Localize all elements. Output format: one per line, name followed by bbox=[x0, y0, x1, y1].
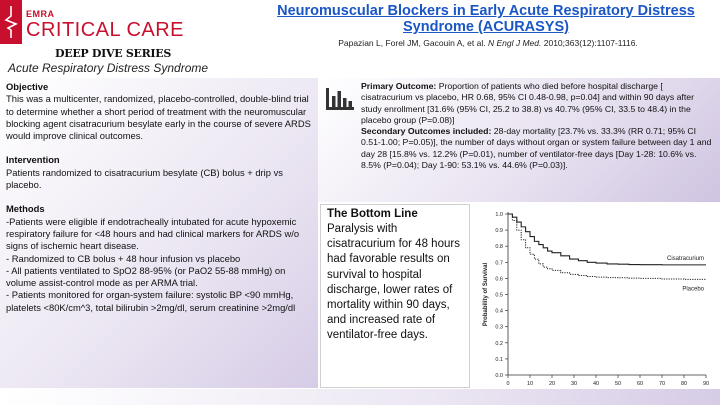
bottom-line-text: Paralysis with cisatracurium for 48 hours had favorable results on survival to hospital discharge, lower rates of mortality within 90 days, and increased rate of ventilator-free days. bbox=[327, 223, 460, 342]
y-tick-label: 0.0 bbox=[495, 373, 503, 379]
secondary-outcome-text: 28-day mortality [23.7% vs. 33.3% (RR 0.71; 95% CI 0.51-1.00; P=0.05)], the number of days without organ or system failure between day 1 and day 28 [15.8% vs. 12.2% (P=0.01), number of ventilator-free days [Day 1-28: 10.6% vs. 8.5% (P=0.04); Day 1-90: 53.1% vs. 44.6% (P=0.03)]. bbox=[361, 126, 712, 171]
y-tick-label: 1.0 bbox=[495, 212, 503, 218]
x-tick-label: 40 bbox=[592, 381, 600, 387]
logo-product: CRITICAL CARE bbox=[26, 19, 185, 41]
x-tick-label: 80 bbox=[680, 381, 688, 387]
x-tick-label: 10 bbox=[526, 381, 534, 387]
x-tick-label: 30 bbox=[570, 381, 578, 387]
title-line-1: Neuromuscular Blockers in Early Acute Respiratory Distress bbox=[277, 3, 695, 19]
x-tick-label: 60 bbox=[636, 381, 644, 387]
y-tick-label: 0.6 bbox=[495, 276, 503, 283]
bar-chart-icon bbox=[325, 87, 355, 111]
y-tick-label: 0.8 bbox=[495, 244, 503, 251]
y-tick-label: 0.4 bbox=[495, 308, 503, 315]
citation-authors: Papazian L, Forel JM, Gacouin A, et al. bbox=[338, 38, 488, 48]
bottom-line-heading: The Bottom Line bbox=[327, 208, 418, 220]
objective-text: This was a multicenter, randomized, placebo-controlled, double-blind trial to determine whether a short period of treatment with the neuromuscular blocking agent cisatracurium besylate early in the course of severe ARDS would improve clinical outcomes. bbox=[6, 93, 311, 142]
series-line-placebo bbox=[508, 214, 706, 280]
methods-item: - Patients monitored for organ-system failure: systolic BP <90 mmHg, platelets <80K/cm^3, total bilirubin >2mg/dl, serum creatinine >2mg/dl bbox=[6, 289, 296, 313]
x-tick-label: 0 bbox=[506, 381, 510, 387]
citation bbox=[268, 38, 708, 48]
secondary-outcome-label: Secondary Outcomes included: bbox=[361, 126, 492, 137]
citation-ref: 2010;363(12):1107-1116. bbox=[541, 38, 638, 48]
ekg-icon bbox=[3, 6, 19, 38]
y-tick-label: 0.7 bbox=[495, 260, 503, 267]
x-tick-label: 70 bbox=[658, 381, 666, 387]
outcomes-panel bbox=[318, 78, 720, 202]
methods-item: - All patients ventilated to SpO2 88-95% (or PaO2 55-88 mmHg) on volume assist-control mode as per ARMA trial. bbox=[6, 264, 286, 289]
y-tick-label: 0.9 bbox=[495, 228, 503, 235]
secondary-outcome bbox=[361, 126, 713, 171]
objective-heading: Objective bbox=[6, 81, 49, 92]
y-tick-label: 0.2 bbox=[495, 340, 503, 347]
outcomes-text bbox=[361, 81, 713, 171]
footer-bar bbox=[0, 389, 720, 405]
x-tick-label: 90 bbox=[702, 381, 710, 387]
x-tick-label: 50 bbox=[614, 381, 622, 387]
survival-chart bbox=[478, 204, 714, 396]
summary-panel bbox=[0, 78, 318, 388]
intervention-text: Patients randomized to cisatracurium besylate (CB) bolus + drip vs placebo. bbox=[6, 166, 283, 191]
series-label: DEEP DIVE SERIES bbox=[55, 47, 171, 60]
emra-logo bbox=[0, 0, 22, 44]
y-tick-label: 0.5 bbox=[495, 292, 503, 299]
x-tick-label: 20 bbox=[548, 381, 556, 387]
primary-outcome-text: Proportion of patients who died before hospital discharge [ cisatracurium vs placebo, HR 0.68, 95% CI 0.48-0.98, p=0.04] and within 90 days after study enrollment [31.6% (95% CI, 25.2 to 38.8) vs 40.7% (95% CI, 33.5 to 48.4) in the placebo group (P=0.08)] bbox=[361, 81, 694, 125]
methods-item: - Randomized to CB bolus + 48 hour infusion vs placebo bbox=[6, 252, 241, 264]
primary-outcome bbox=[361, 81, 713, 126]
methods-item: -Patients were eligible if endotracheally intubated for acute hypoxemic respiratory failure for <48 hours and had clinical markers for ARDS w/o signs of ischemic heart disease. bbox=[6, 215, 300, 252]
y-tick-label: 0.3 bbox=[495, 324, 503, 331]
methods-heading: Methods bbox=[6, 203, 45, 215]
bottom-line-panel bbox=[320, 204, 470, 388]
series-label-placebo: Placebo bbox=[682, 286, 704, 293]
citation-journal: N Engl J Med. bbox=[487, 38, 542, 48]
series-topic: Acute Respiratory Distress Syndrome bbox=[8, 61, 209, 75]
y-axis-label: Probability of Survival bbox=[483, 262, 489, 327]
y-tick-label: 0.1 bbox=[495, 356, 503, 363]
logo-org: EMRA bbox=[26, 9, 55, 19]
title-line-2: Syndrome (ACURASYS) bbox=[403, 19, 569, 35]
intervention-heading: Intervention bbox=[6, 154, 60, 166]
series-label-cisatracurium: Cisatracurium bbox=[666, 255, 704, 262]
primary-outcome-label: Primary Outcome: bbox=[361, 81, 437, 91]
article-title-link[interactable] bbox=[262, 3, 710, 35]
